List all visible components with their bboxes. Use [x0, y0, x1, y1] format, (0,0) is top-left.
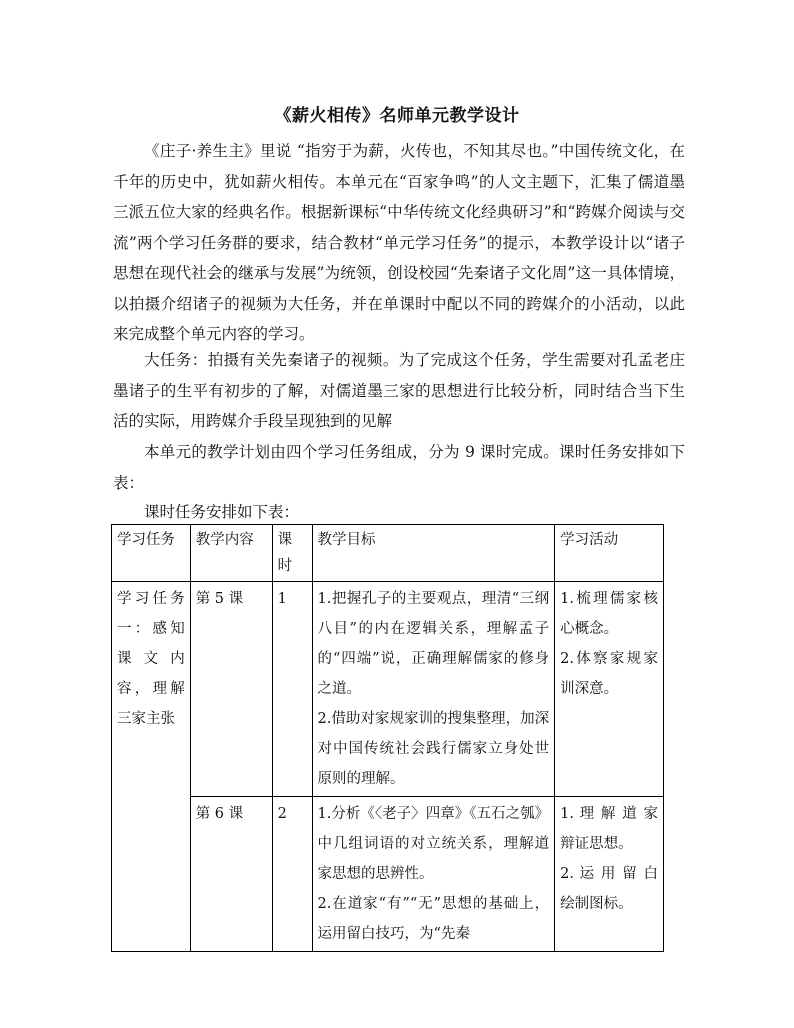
header-goals: 教学目标	[312, 525, 555, 582]
hours-cell: 1	[272, 582, 312, 797]
activities-cell	[555, 797, 664, 952]
task-cell: 学习任务一：感知课文内容，理解三家主张	[112, 582, 191, 952]
activity-item: 2.体察家规家训深意。	[560, 651, 658, 697]
main-task-paragraph: 大任务：拍摄有关先秦诸子的视频。为了完成这个任务，学生需要对孔孟老庄墨诸子的生平有初步的了解，对儒道墨三家的思想进行比较分析，同时结合当下生活的实际，用跨媒介手段呈现独到的见解	[113, 351, 685, 430]
plan-paragraph: 本单元的教学计划由四个学习任务组成，分为 9 课时完成。课时任务安排如下表：	[113, 443, 685, 492]
content-cell: 第 5 课	[190, 582, 272, 797]
activity-item: 1. 理 解 道 家辩证思想。	[560, 806, 658, 852]
lesson-schedule-table	[111, 524, 664, 952]
table-row	[112, 582, 664, 797]
goal-item: 2.在道家“有”“无”思想的基础上，运用留白技巧，为“先秦	[317, 896, 550, 942]
activity-item: 2. 运 用 留 白绘制图标。	[560, 866, 658, 912]
activities-cell	[555, 582, 664, 797]
header-content: 教学内容	[190, 525, 272, 582]
goal-item: 1.把握孔子的主要观点，理清“三纲八目”的内在逻辑关系，理解孟子的“四端”说，正确理解儒家的修身之道。	[317, 591, 550, 697]
header-hours: 课时	[272, 525, 312, 582]
header-task: 学习任务	[112, 525, 191, 582]
header-activities: 学习活动	[555, 525, 664, 582]
goals-cell	[312, 797, 555, 952]
intro-paragraph: 《庄子·养生主》里说 “指穷于为薪，火传也，不知其尽也。”中国传统文化，在千年的历史中，犹如薪火相传。本单元在“百家争鸣”的人文主题下，汇集了儒道墨三派五位大家的经典名作。根据新课标“中华传统文化经典研习”和“跨媒介阅读与交流”两个学习任务群的要求，结合教材“单元学习任务”的提示，本教学设计以“诸子思想在现代社会的继承与发展”为统领，创设校园“先秦诸子文化周”这一具体情境，以拍摄介绍诸子的视频为大任务，并在单课时中配以不同的跨媒介的小活动，以此来完成整个单元内容的学习。	[113, 142, 685, 343]
document-title: 《薪火相传》名师单元教学设计	[274, 106, 520, 126]
goals-cell	[312, 582, 555, 797]
table-header-row	[112, 525, 664, 582]
goal-item: 1.分析《〈老子〉四章》《五石之瓠》中几组词语的对立统关系，理解道家思想的思辨性。	[317, 806, 550, 882]
goal-item: 2.借助对家规家训的搜集整理，加深对中国传统社会践行儒家立身处世原则的理解。	[317, 711, 550, 787]
content-cell: 第 6 课	[190, 797, 272, 952]
activity-item: 1.梳理儒家核心概念。	[560, 591, 658, 637]
table-row	[112, 797, 664, 952]
table-caption: 课时任务安排如下表：	[144, 503, 300, 521]
hours-cell: 2	[272, 797, 312, 952]
